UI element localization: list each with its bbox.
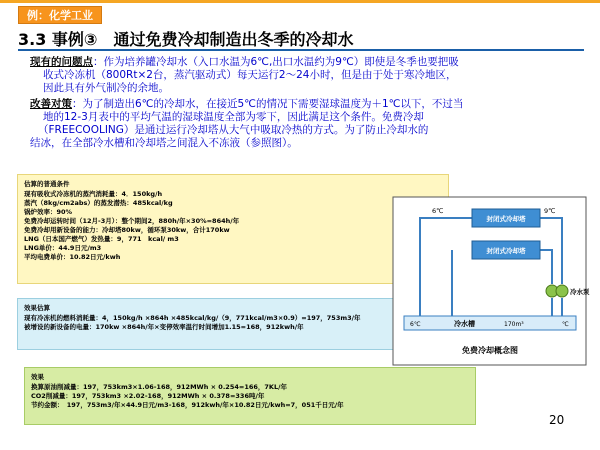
estimate-condition-line: 平均电费单价：10.82日元/kwh <box>24 253 121 261</box>
temp-9c-top: 9℃ <box>544 207 556 215</box>
title-divider <box>18 49 584 51</box>
tank-temp-9c: ℃ <box>562 321 569 328</box>
measure-line-2: 地的12-3月表中的平均气温的湿球温度全部为零下，因此满足这个条件。免费冷却 <box>43 111 424 123</box>
diagram-caption: 免费冷却概念图 <box>462 346 518 355</box>
energy-estimate-box <box>17 298 449 350</box>
problem-label: 现有的问题点 <box>30 56 93 68</box>
problem-line-3: 因此具有外气制冷的余地。 <box>43 82 169 94</box>
problem-line-2: 收式冷冻机（800Rt×2台，蒸汽驱动式）每天运行2～24小时，但是由于处于寒冷地区， <box>43 69 457 81</box>
energy-estimate-line: 被增设的新设备的电量：170kw ×864h/年×变停效率温行时间增加1.15=168，912kwh/年 <box>24 323 304 331</box>
measure-line-1: ：为了制造出6℃的冷却水，在接近5℃的情况下需要湿球温度为＋1℃以下，不过当 <box>72 98 464 110</box>
estimate-conditions-heading: 估算的普通条件 <box>24 180 70 188</box>
measure-label: 改善对策 <box>30 98 72 110</box>
result-line: CO2削减量：197，753km3 ×2.02-168，912MWh × 0.378=336吨/年 <box>31 392 265 400</box>
energy-estimate-heading: 效果估算 <box>24 304 50 312</box>
estimate-condition-line: 免费冷却用新设备的能力：冷却塔80kw，循环泵30kw，合计170kw <box>24 226 230 234</box>
top-accent-strip <box>0 0 600 3</box>
cooling-tower-2-label: 封闭式冷却塔 <box>486 247 526 255</box>
result-box <box>24 367 476 425</box>
pump-2 <box>556 285 568 297</box>
pump-label: 冷水泵 <box>570 288 590 296</box>
problem-paragraph <box>30 56 585 95</box>
tank-temp-6c: 6℃ <box>410 321 421 328</box>
estimate-condition-line: LNG（日本国产燃气）发热量：9，771 kcal/ m3 <box>24 235 179 243</box>
cold-water-tank <box>404 316 576 330</box>
measure-line-4: 结冰，在全部冷水槽和冷却塔之间混入不冻液（参照图）。 <box>30 137 298 149</box>
estimate-conditions-box <box>17 174 449 284</box>
energy-estimate-line: 现有冷冻机的燃料消耗量：4，150kg/h ×864h ×485kcal/kg/（9，771kcal/m3×0.9）=197，753m3/年 <box>24 314 361 322</box>
result-line: 换算原油削减量：197，753km3×1.06-168，912MWh × 0.254=166，7KL/年 <box>31 383 287 391</box>
estimate-condition-line: LNG单价：44.9日元/m3 <box>24 244 102 252</box>
cooling-tower-1-label: 封闭式冷却塔 <box>486 215 526 223</box>
example-tag: 例：化学工业 <box>18 6 102 24</box>
free-cooling-diagram <box>392 196 590 366</box>
measure-paragraph <box>30 98 585 150</box>
temp-6c-top: 6℃ <box>432 207 444 215</box>
result-heading: 效果 <box>31 373 44 381</box>
problem-line-1: ：作为培养罐冷却水（入口水温为6℃,出口水温约为9℃）即使是冬季也要把吸 <box>93 56 459 68</box>
estimate-condition-line: 免费冷却运转时间（12月-3月）：整个期间2，880h/年×30%=864h/年 <box>24 217 240 225</box>
estimate-condition-line: 锅炉效率：90% <box>24 208 73 216</box>
tank-volume: 170m³ <box>504 321 524 328</box>
page-title: 3.3 事例③ 通过免费冷却制造出冬季的冷却水 <box>18 30 354 49</box>
result-line: 节约金额： 197，753m3/年×44.9日元/m3-168，912kwh/年×10.82日元/kwh=7，051千日元/年 <box>31 401 344 409</box>
estimate-condition-line: 蒸汽（8kg/cm2abs）的蒸发潜热：485kcal/kg <box>24 199 173 207</box>
tank-label: 冷水槽 <box>454 320 475 328</box>
measure-line-3: （FREECOOLING）是通过运行冷却塔从大气中吸取冷热的方式。为了防止冷却水的 <box>38 124 429 136</box>
page-number: 20 <box>549 413 565 427</box>
estimate-condition-line: 现有吸收式冷冻机的蒸汽消耗量：4．150kg/h <box>24 190 163 198</box>
